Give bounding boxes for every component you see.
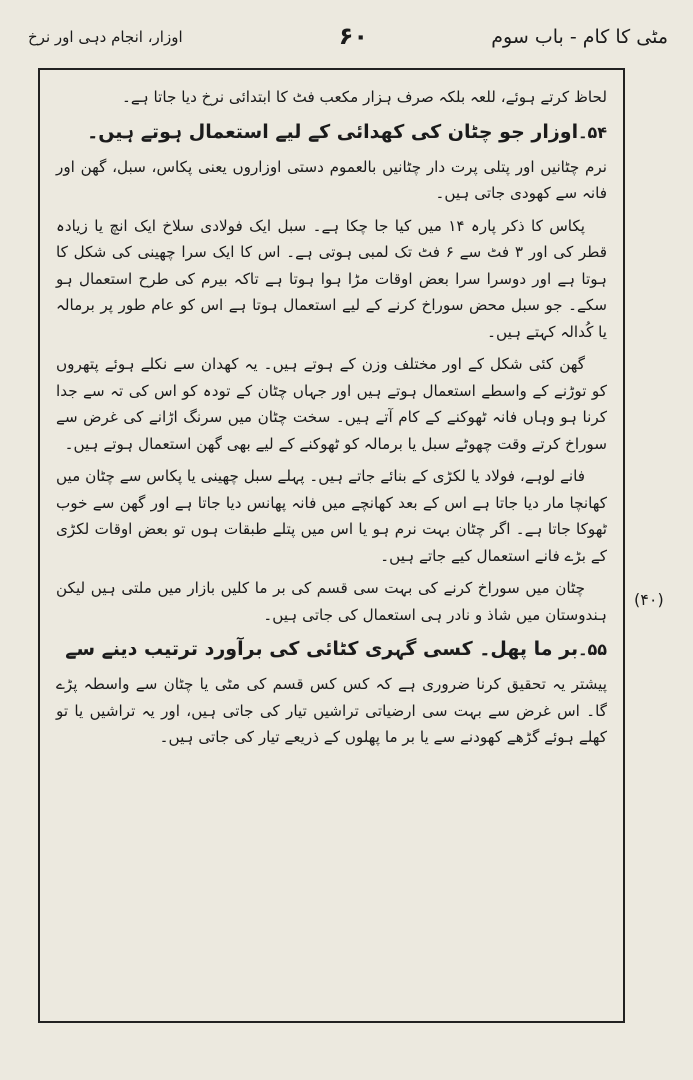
margin-page-ref: (۴۰) (634, 590, 664, 609)
section-title: اوزار، انجام دہی اور نرخ (28, 28, 183, 46)
body-paragraph: نرم چٹانیں اور پتلی پرت دار چٹانیں بالعموم دستی اوزاروں یعنی پکاس، سبل، گھن اور فانہ سے کھودی جاتی ہیں۔ (56, 157, 607, 202)
body-paragraph: چٹان میں سوراخ کرنے کی بہت سی قسم کی بر ما کلیں بازار میں ملتی ہیں لیکن ہندوستان میں شاذ و نادر ہی استعمال کی جاتی ہیں۔ (56, 579, 607, 624)
text-frame (38, 68, 625, 1023)
page-number: ۶۰ (338, 22, 368, 50)
section-heading-text: اوزار جو چٹان کی کھدائی کے لیے استعمال ہوتے ہیں۔ (87, 120, 579, 143)
body-paragraph: فانے لوہے، فولاد یا لکڑی کے بنائے جاتے ہیں۔ پہلے سبل چھینی یا پکاس سے چٹان میں کھانچا مار دیا جاتا ہے اس کے بعد کھانچے میں فانہ پھانس دیا جاتا ہے اور گھن سے خوب ٹھوکا جاتا ہے۔ اگر چٹان بہت نرم ہو یا اس میں پتلے طبقات ہوں تو بعض اوقات لکڑی کے بڑے فانے استعمال کیے جاتے ہیں۔ (56, 467, 607, 565)
section-heading (56, 634, 607, 665)
chapter-title: مٹی کا کام - باب سوم (491, 26, 668, 48)
body-paragraph: پکاس کا ذکر پارہ ۱۴ میں کیا جا چکا ہے۔ سبل ایک فولادی سلاخ ایک انچ یا زیادہ قطر کی اور ۳ فٹ سے ۶ فٹ تک لمبی ہوتی ہے۔ اس کا ایک سرا چھینی کی شکل کا ہوتا ہے اور دوسرا سرا بعض اوقات مڑا ہوا ہوتا ہے تاکہ بیرم کی طرح استعمال ہو سکے۔ جو سبل محض سوراخ کرنے کے لیے استعمال ہوتا ہے اس کو عام طور پر برمالہ یا کُدالہ کہتے ہیں۔ (56, 216, 607, 341)
section-heading-text: بر ما پھل۔ کسی گہری کٹائی کی برآورد ترتیب دینے سے (65, 638, 579, 660)
body-paragraph: پیشتر یہ تحقیق کرنا ضروری ہے کہ کس کس قسم کی مٹی یا چٹان سے واسطہ پڑے گا۔ اس غرض سے بہت سی ارضیاتی تراشیں تیار کی جاتی ہیں، اور یہ تراشیں یا تو کھلے ہوئے گڑھے کھودنے سے یا بر ما پھلوں کے ذریعے تیار کی جاتی ہیں۔ (56, 675, 607, 746)
section-number: ۵۴۔ (578, 122, 607, 142)
section-number: ۵۵۔ (578, 640, 607, 659)
section-heading (56, 117, 607, 148)
body-paragraph: گھن کئی شکل کے اور مختلف وزن کے ہوتے ہیں۔ یہ کھدان سے نکلے ہوئے پتھروں کو توڑنے کے واسطے استعمال ہوتے ہیں اور جہاں چٹان کے تودہ کو اس کی تہ سے جدا کرنا ہو وہاں فانہ ٹھوکنے کے کام آتے ہیں۔ سخت چٹان میں سرنگ اڑانے کی غرض سے سوراخ کرتے وقت چھوٹے سبل یا برمالہ کو ٹھوکنے کے لیے بھی گھن استعمال ہوتے ہیں۔ (56, 355, 607, 453)
running-header (28, 20, 668, 60)
body-paragraph: لحاظ کرتے ہوئے، للعہ بلکہ صرف ہزار مکعب فٹ کا ابتدائی نرخ دیا جاتا ہے۔ (122, 88, 607, 106)
